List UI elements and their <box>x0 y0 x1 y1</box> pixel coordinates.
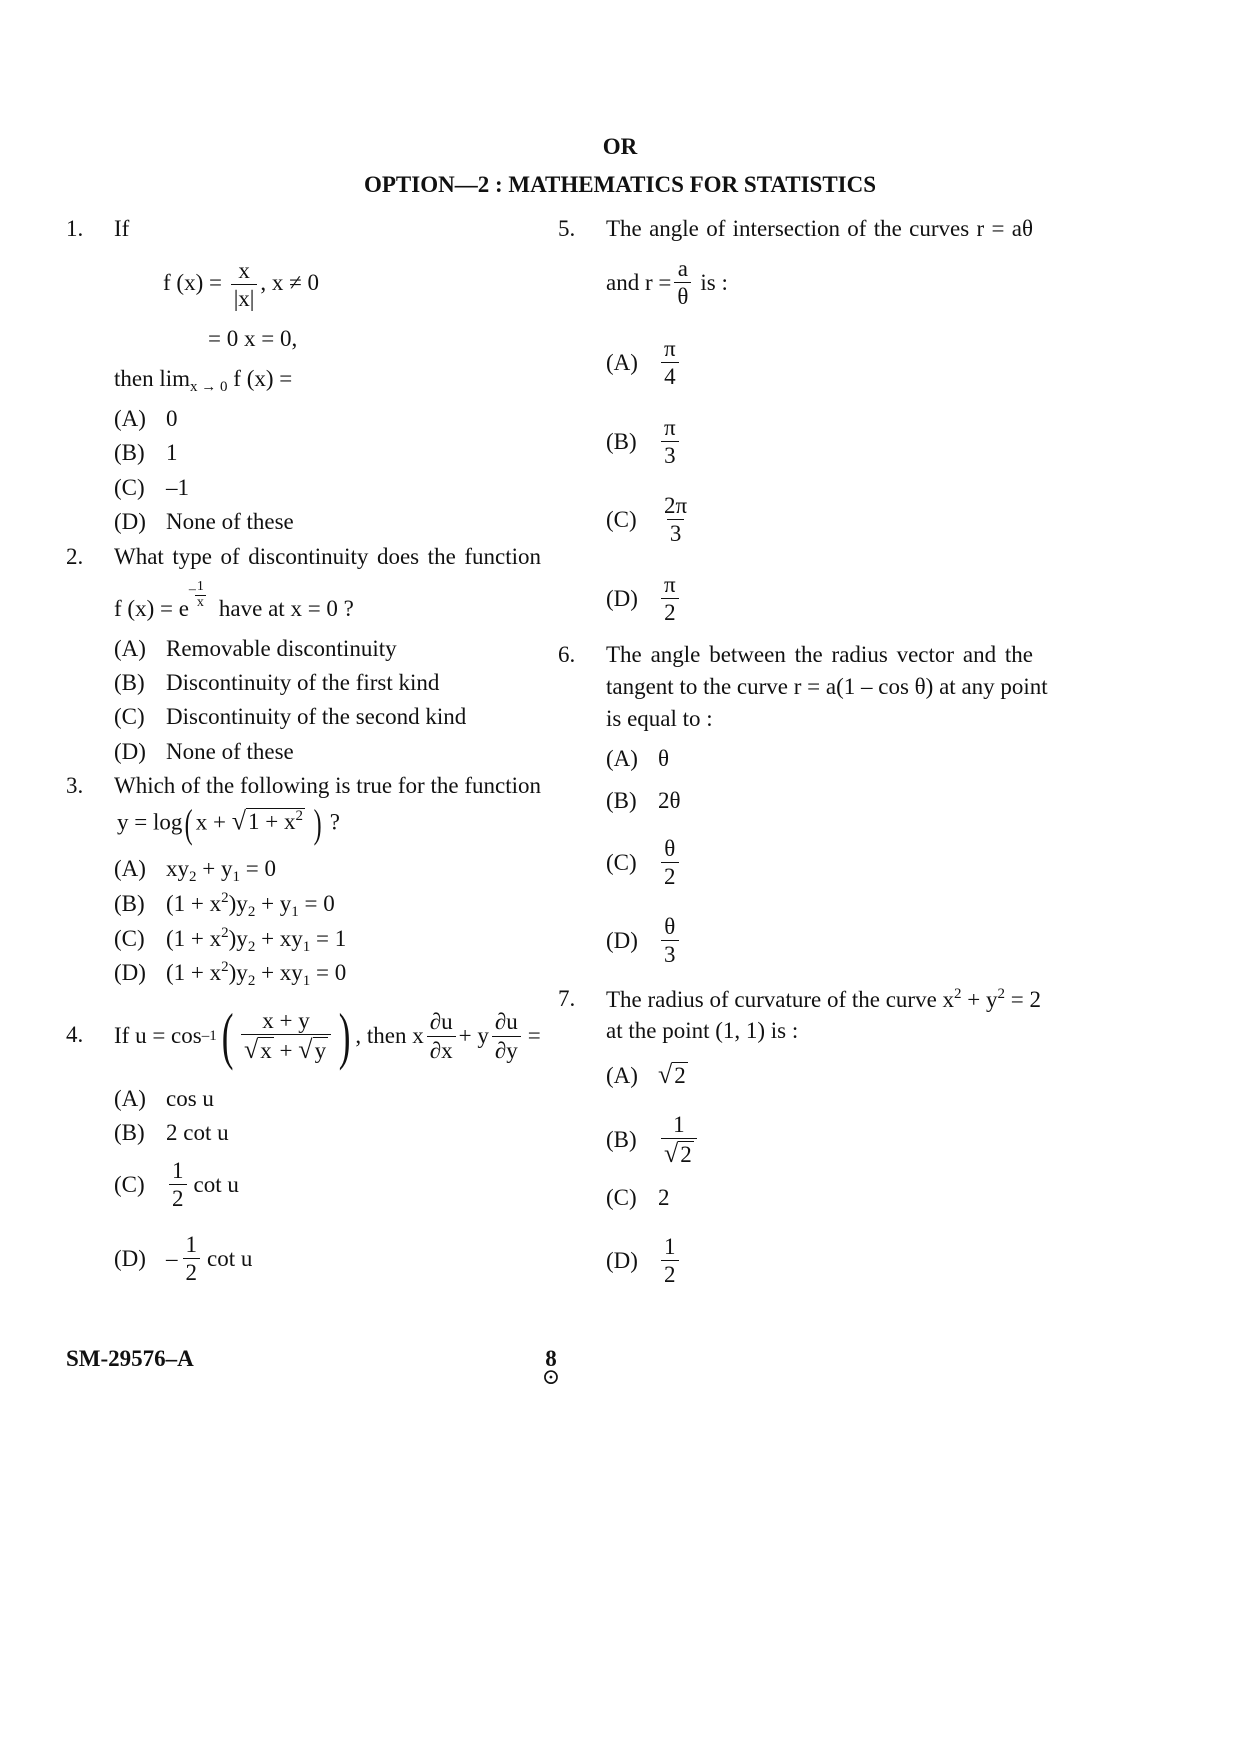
question-text-line-2: and r = $\frac{a}{\theta}$ is : <box>606 256 728 310</box>
option-d[interactable]: (D) – $\frac{1}{2}$ cot u <box>114 1232 253 1286</box>
option-c[interactable]: (C) Discontinuity of the second kind <box>114 704 467 729</box>
or-heading: OR <box>602 134 638 159</box>
option-a[interactable]: (A) √2 <box>606 1060 686 1089</box>
option-a[interactable]: (A) 0 <box>114 406 178 431</box>
option-d[interactable]: (D) $\frac{\pi}{2}$ <box>606 572 682 626</box>
question-text-line-1: The angle between the radius vector and the <box>606 642 1033 667</box>
question-number: 6. <box>558 642 576 667</box>
option-a[interactable]: (A) cos u <box>114 1086 214 1111</box>
option-a[interactable]: (A) θ <box>606 746 670 771</box>
option-d[interactable]: (D) $(1 + x^2)y_2 + xy_1 = 0$ <box>114 959 347 989</box>
option-c[interactable]: (C) $\frac{1}{2}$ cot u <box>114 1158 239 1212</box>
option-b[interactable]: (B) 2 cot u <box>114 1120 229 1145</box>
question-intro: If <box>114 216 130 241</box>
option-d[interactable]: (D) None of these <box>114 739 294 764</box>
exponent: – 1 x <box>188 579 204 610</box>
function-expression: f (x) = <box>163 270 222 296</box>
piecewise-line-1 <box>163 258 319 312</box>
limit-expression: then $\lim_{x \to 0} f$ (x) = <box>114 366 293 395</box>
option-b[interactable]: (B) Discontinuity of the first kind <box>114 670 440 695</box>
question-text: Which of the following is true for the function <box>114 773 541 798</box>
option-b[interactable]: (B) $\frac{\pi}{3}$ <box>606 415 682 469</box>
option-a[interactable]: (A) Removable discontinuity <box>114 636 397 661</box>
question-number: 5. <box>558 216 576 241</box>
question-number: 2. <box>66 544 84 569</box>
question-number: 7. <box>558 986 576 1011</box>
question-text-line-3: is equal to : <box>606 706 713 731</box>
option-a[interactable]: (A) $\frac{\pi}{4}$ <box>606 336 682 390</box>
option-c[interactable]: (C) 2 <box>606 1185 670 1210</box>
option-a[interactable]: (A) $xy_2 + y_1 = 0$ <box>114 856 276 885</box>
option-b[interactable]: (B) $\frac{1}{√2}$ <box>606 1112 700 1169</box>
option-d[interactable]: (D) $\frac{\theta}{3}$ <box>606 914 682 968</box>
page-mark-icon: ⊙ <box>541 1364 561 1389</box>
fraction: $\frac{x + y}{√x + √y}$ <box>241 1008 331 1065</box>
question-text: What type of discontinuity does the function <box>114 544 541 569</box>
option-c[interactable]: (C) –1 <box>114 475 189 500</box>
paper-code: SM-29576–A <box>66 1346 194 1371</box>
function-expression: y = log( $x + √1 + x^2$ ) ? <box>117 801 340 846</box>
section-title: OPTION—2 : MATHEMATICS FOR STATISTICS <box>363 172 877 197</box>
option-d[interactable]: (D) $\frac{1}{2}$ <box>606 1234 682 1288</box>
question-number: 4. <box>66 1022 84 1047</box>
condition: , x ≠ 0 <box>260 270 320 296</box>
option-d[interactable]: (D) None of these <box>114 509 294 534</box>
option-b[interactable]: (B) $(1 + x^2)y_2 + y_1 = 0$ <box>114 890 335 920</box>
question-text: The angle of intersection of the curves r = aθ <box>606 216 1033 241</box>
question-text-line-2: at the point (1, 1) is : <box>606 1018 799 1043</box>
piecewise-line-2: = 0 x = 0, <box>208 326 298 351</box>
question-text-line-1: The radius of curvature of the curve $x^2 + y^2 = 2$ <box>606 986 1042 1012</box>
option-b[interactable]: (B) 1 <box>114 440 178 465</box>
question-expression: If u = cos –1 ( $\frac{x + y}{√x + √y}$ ) , then x $\frac{\partial u}{\partial x}$ + y $\frac{\partial u}{\partial y}$ = <box>114 1000 541 1072</box>
question-text-line-2: tangent to the curve r = a(1 – cos θ) at any point <box>606 674 1048 699</box>
question-number: 3. <box>66 773 84 798</box>
option-c[interactable]: (C) $(1 + x^2)y_2 + xy_1 = 1$ <box>114 925 347 955</box>
question-number: 1. <box>66 216 84 241</box>
fraction: $\frac{x}{|x|}$ <box>231 258 258 312</box>
function-expression: f (x) = e – 1 x have at x = 0 ? <box>114 579 354 621</box>
option-c[interactable]: (C) $\frac{2\pi}{3}$ <box>606 493 688 547</box>
option-c[interactable]: (C) $\frac{\theta}{2}$ <box>606 836 682 890</box>
option-b[interactable]: (B) 2θ <box>606 788 681 813</box>
page-number: 8 <box>545 1346 557 1371</box>
